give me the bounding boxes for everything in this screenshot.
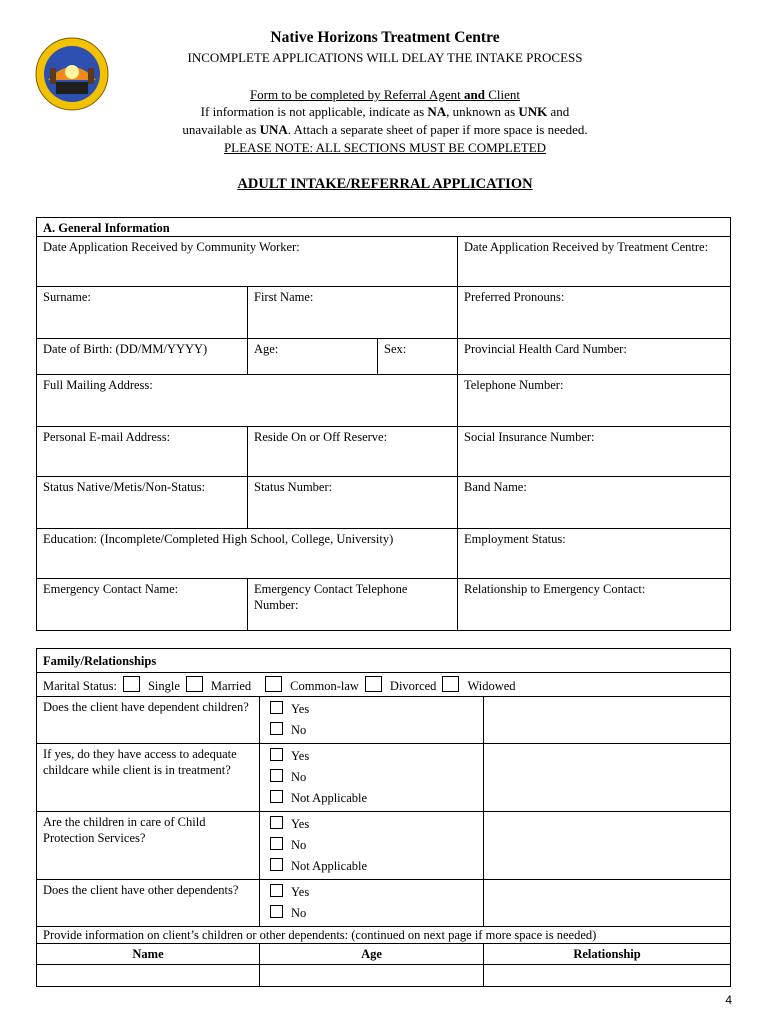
not-applicable-checkbox[interactable] (270, 790, 283, 803)
mailing-address-field[interactable]: Full Mailing Address: (37, 375, 458, 427)
education-field[interactable]: Education: (Incomplete/Completed High School, College, University) (37, 529, 458, 579)
health-card-field[interactable]: Provincial Health Card Number: (458, 339, 731, 375)
page-number: 4 (725, 993, 732, 1007)
notes-child-protection[interactable] (484, 812, 731, 880)
emergency-contact-relationship-field[interactable]: Relationship to Emergency Contact: (458, 579, 731, 631)
not-applicable-checkbox[interactable] (270, 858, 283, 871)
emergency-contact-name-field[interactable]: Emergency Contact Name: (37, 579, 248, 631)
column-header-relationship: Relationship (484, 944, 731, 965)
question-other-dependents: Does the client have other dependents? (37, 880, 260, 927)
reserve-field[interactable]: Reside On or Off Reserve: (248, 427, 458, 477)
band-name-field[interactable]: Band Name: (458, 477, 731, 529)
employment-status-field[interactable]: Employment Status: (458, 529, 731, 579)
dependent-relationship-cell[interactable] (484, 965, 731, 987)
status-number-field[interactable]: Status Number: (248, 477, 458, 529)
married-checkbox[interactable] (186, 676, 203, 692)
question-dependent-children: Does the client have dependent children? (37, 697, 260, 744)
pronouns-field[interactable]: Preferred Pronouns: (458, 287, 731, 339)
date-of-birth-field[interactable]: Date of Birth: (DD/MM/YYYY) (37, 339, 248, 375)
answer-child-protection: Yes No Not Applicable (260, 812, 484, 880)
instruction-line-2: If information is not applicable, indicate as NA, unknown as UNK and (200, 104, 570, 119)
question-child-protection: Are the children in care of Child Protection Services? (37, 812, 260, 880)
sex-field[interactable]: Sex: (378, 339, 458, 375)
email-field[interactable]: Personal E-mail Address: (37, 427, 248, 477)
section-a-title: A. General Information (37, 218, 731, 237)
date-received-community-field[interactable]: Date Application Received by Community Worker: (37, 237, 458, 287)
no-checkbox[interactable] (270, 837, 283, 850)
date-received-centre-field[interactable]: Date Application Received by Treatment Centre: (458, 237, 731, 287)
dependent-age-cell[interactable] (260, 965, 484, 987)
column-header-age: Age (260, 944, 484, 965)
telephone-field[interactable]: Telephone Number: (458, 375, 731, 427)
general-information-table (36, 217, 731, 631)
sin-field[interactable]: Social Insurance Number: (458, 427, 731, 477)
surname-field[interactable]: Surname: (37, 287, 248, 339)
no-checkbox[interactable] (270, 769, 283, 782)
widowed-checkbox[interactable] (442, 676, 459, 692)
common-law-checkbox[interactable] (265, 676, 282, 692)
instruction-line-1: Form to be completed by Referral Agent and Client (249, 87, 521, 102)
answer-dependent-children: Yes No (260, 697, 484, 744)
yes-checkbox[interactable] (270, 748, 283, 761)
no-checkbox[interactable] (270, 722, 283, 735)
form-title: ADULT INTAKE/REFERRAL APPLICATION (237, 176, 533, 192)
no-checkbox[interactable] (270, 905, 283, 918)
emergency-contact-phone-field[interactable]: Emergency Contact Telephone Number: (248, 579, 458, 631)
delay-warning: INCOMPLETE APPLICATIONS WILL DELAY THE INTAKE PROCESS (187, 50, 583, 65)
sections-note: PLEASE NOTE: ALL SECTIONS MUST BE COMPLETED (223, 140, 547, 155)
notes-other-dependents[interactable] (484, 880, 731, 927)
answer-childcare-access: Yes No Not Applicable (260, 744, 484, 812)
family-relationships-table (36, 648, 731, 987)
age-field[interactable]: Age: (248, 339, 378, 375)
marital-status-row: Marital Status: Single Married Common-law Divorced Widowed (37, 673, 731, 697)
dependents-info-instruction: Provide information on client’s children or other dependents: (continued on next page if more space is needed) (37, 927, 731, 944)
yes-checkbox[interactable] (270, 701, 283, 714)
divorced-checkbox[interactable] (365, 676, 382, 692)
dependent-name-cell[interactable] (37, 965, 260, 987)
yes-checkbox[interactable] (270, 884, 283, 897)
answer-other-dependents: Yes No (260, 880, 484, 927)
single-checkbox[interactable] (123, 676, 140, 692)
column-header-name: Name (37, 944, 260, 965)
org-name: Native Horizons Treatment Centre (270, 29, 500, 46)
first-name-field[interactable]: First Name: (248, 287, 458, 339)
notes-childcare-access[interactable] (484, 744, 731, 812)
marital-status-label: Marital Status: (43, 679, 117, 693)
status-field[interactable]: Status Native/Metis/Non-Status: (37, 477, 248, 529)
family-section-title: Family/Relationships (37, 649, 731, 673)
notes-dependent-children[interactable] (484, 697, 731, 744)
yes-checkbox[interactable] (270, 816, 283, 829)
instruction-line-3: unavailable as UNA. Attach a separate sheet of paper if more space is needed. (182, 122, 588, 137)
question-childcare-access: If yes, do they have access to adequate childcare while client is in treatment? (37, 744, 260, 812)
